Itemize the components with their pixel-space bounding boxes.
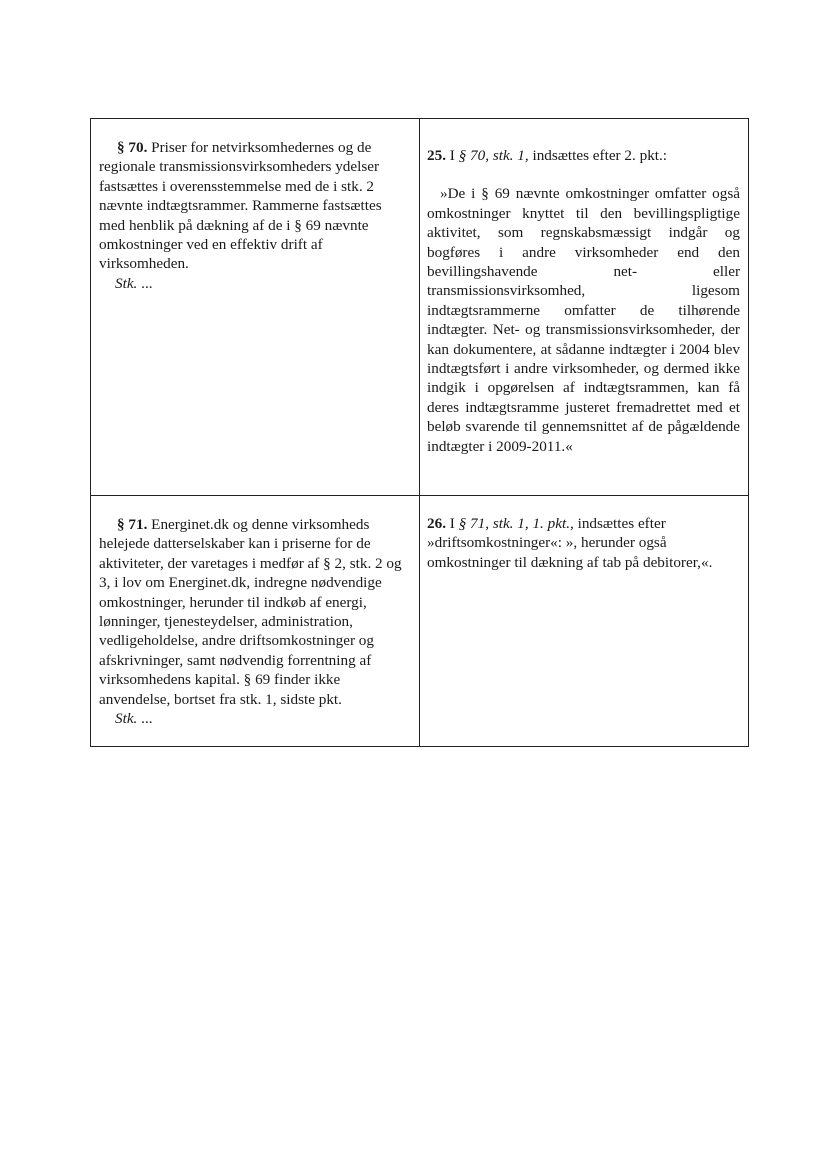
current-law-cell (91, 119, 420, 496)
amendment-heading (427, 514, 740, 572)
stk-label: Stk. (115, 710, 138, 728)
section-text: Energinet.dk og denne virksomheds helejede datterselskaber kan i priserne for de aktiviteter, der varetages i medfør af § 2, stk. 2 og 3, i lov om Energinet.dk, indregne nødvendige omkostninger, herunder til indkøb af energi, lønninger, tjenesteydelser, administration, vedligeholdelse, andre driftsomkostninger og afskrivninger, samt nødvendig forrentning af virksomhedens kapital. § 69 finder ikke anvendelse, bortset fra stk. 1, sidste pkt. (99, 516, 402, 708)
current-law-cell (91, 496, 420, 747)
stk-placeholder (99, 274, 409, 293)
amendment-number: 26. (427, 515, 446, 532)
amendment-pre: I (445, 147, 459, 164)
amendment-pre: I (445, 515, 459, 532)
table-row (91, 496, 749, 747)
amendment-cell (420, 119, 749, 496)
amendment-cell (420, 496, 749, 747)
stk-ellipsis: ... (137, 274, 153, 292)
section-number: § 71. (117, 516, 148, 533)
amendment-post: indsættes efter 2. pkt.: (528, 147, 668, 164)
stk-label: Stk. (115, 274, 138, 292)
stk-placeholder (99, 709, 409, 728)
amendment-table (90, 118, 749, 747)
amendment-number: 25. (427, 147, 446, 164)
section-number: § 70. (117, 139, 148, 156)
section-paragraph (99, 138, 409, 274)
section-paragraph (99, 515, 409, 709)
stk-ellipsis: ... (137, 710, 153, 728)
amendment-heading (427, 146, 740, 165)
inserted-text: »De i § 69 nævnte omkostninger omfatter også omkostninger knyttet til den bevillingspligtige aktivitet, som regnskabsmæssigt indgår og bogføres i andre virksomheder end den bevillingshavende net- eller transmissionsvirksomhed, ligesom indtægtsrammerne omfatter de tilhørende indtægter. Net- og transmissionsvirksomheder, der kan dokumentere, at sådanne indtægter i 2004 blev indtægtsført i andre virksomheder, og dermed ikke indgik i opgørelsen af indtægtsrammen, kan få deres indtægtsramme justeret fremadrettet med et beløb svarende til gennemsnittet af de pågældende indtægter i 2009-2011.« (427, 185, 740, 455)
amendment-reference: § 71, stk. 1, 1. pkt., (458, 515, 574, 532)
section-text: Priser for netvirksomhedernes og de regionale transmissionsvirksomheders ydelser fastsættes i overensstemmelse med de i stk. 2 nævnte indtægtsrammer. Rammerne fastsættes med henblik på dækning af de i § 69 nævnte omkostninger ved en effektiv drift af virksomheden. (99, 139, 382, 273)
table-row (91, 119, 749, 496)
amendment-post: indsættes efter »driftsomkostninger«: », herunder også omkostninger til dækning af tab på debitorer,«. (427, 515, 713, 571)
amendment-reference: § 70, stk. 1, (458, 147, 529, 164)
